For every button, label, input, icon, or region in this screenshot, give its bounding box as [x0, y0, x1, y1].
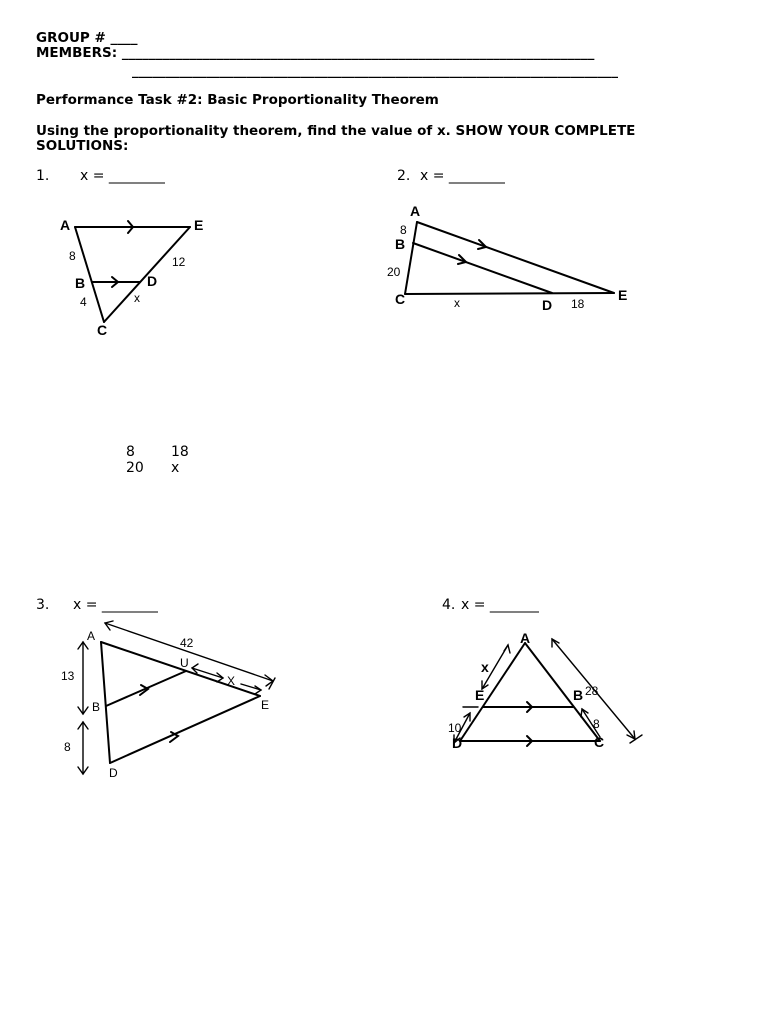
figure-3-triangle — [55, 618, 285, 788]
problem-1-number: 1. — [36, 168, 50, 184]
members-line-2: ________________________________________________________________________ — [132, 63, 618, 79]
fig2-label-c: C — [395, 291, 406, 307]
fig2-value-de: 18 — [571, 297, 585, 311]
fig2-label-a: A — [410, 203, 421, 219]
problem-4-answer: x = _______ — [461, 597, 539, 613]
fig3-value-bd: 8 — [64, 740, 71, 754]
fig4-value-ed: 10 — [448, 721, 462, 735]
fig1-label-a: A — [60, 217, 71, 233]
fig1-value-ab: 8 — [69, 249, 76, 263]
fig1-label-c: C — [97, 322, 108, 338]
fig3-label-e: E — [261, 698, 270, 712]
problem-3-answer: x = ________ — [73, 597, 158, 613]
problem-2-answer: x = ________ — [420, 168, 505, 184]
figure-1-triangle — [40, 200, 230, 350]
fig4-label-a: A — [520, 630, 531, 646]
figure-2-triangle — [380, 200, 650, 320]
fig4-label-e: E — [475, 687, 485, 703]
fig3-label-a: A — [87, 629, 96, 643]
problem-4-number: 4. — [442, 597, 456, 613]
members-label: MEMBERS: ______________________________________________________________________ — [36, 45, 595, 61]
fig1-label-d: D — [147, 273, 158, 289]
fig3-label-d: D — [109, 766, 118, 780]
fig2-label-e: E — [618, 287, 628, 303]
fig2-value-bc: 20 — [387, 265, 401, 279]
page-title: Performance Task #2: Basic Proportionality Theorem — [36, 92, 439, 108]
work-row2-left: 20 — [126, 460, 144, 476]
fig3-value-ae: 42 — [180, 636, 194, 650]
fig2-label-d: D — [542, 297, 553, 313]
figure-4-triangle — [430, 625, 660, 760]
fig3-label-u: U — [180, 656, 189, 670]
fig4-label-b: B — [573, 687, 584, 703]
problem-3-number: 3. — [36, 597, 50, 613]
fig1-label-e: E — [194, 217, 204, 233]
problem-2-number: 2. — [397, 168, 411, 184]
work-row1-right: 18 — [171, 444, 189, 460]
fig1-label-b: B — [75, 275, 86, 291]
fig4-value-ac: 28 — [585, 684, 599, 698]
fig4-label-c: C — [594, 734, 605, 750]
fig3-value-ab: 13 — [61, 669, 75, 683]
instructions-line-1: Using the proportionality theorem, find the value of x. SHOW YOUR COMPLETE — [36, 123, 636, 139]
fig3-label-x: X — [227, 674, 236, 688]
fig1-value-bc: 4 — [80, 295, 87, 309]
fig2-label-b: B — [395, 236, 406, 252]
work-row1-left: 8 — [126, 444, 135, 460]
problem-1-answer: x = ________ — [80, 168, 165, 184]
fig1-value-ae-side: 12 — [172, 255, 186, 269]
group-label: GROUP # ____ — [36, 30, 138, 46]
fig1-value-dc: x — [134, 291, 140, 305]
fig2-value-ab: 8 — [400, 223, 407, 237]
fig4-value-ae: x — [481, 659, 489, 675]
fig4-value-bc: 8 — [593, 717, 600, 731]
fig3-label-b: B — [92, 700, 101, 714]
fig4-label-d: D — [452, 735, 463, 751]
work-row2-right: x — [171, 460, 180, 476]
instructions-line-2: SOLUTIONS: — [36, 138, 129, 154]
fig2-value-cd: x — [454, 296, 460, 310]
